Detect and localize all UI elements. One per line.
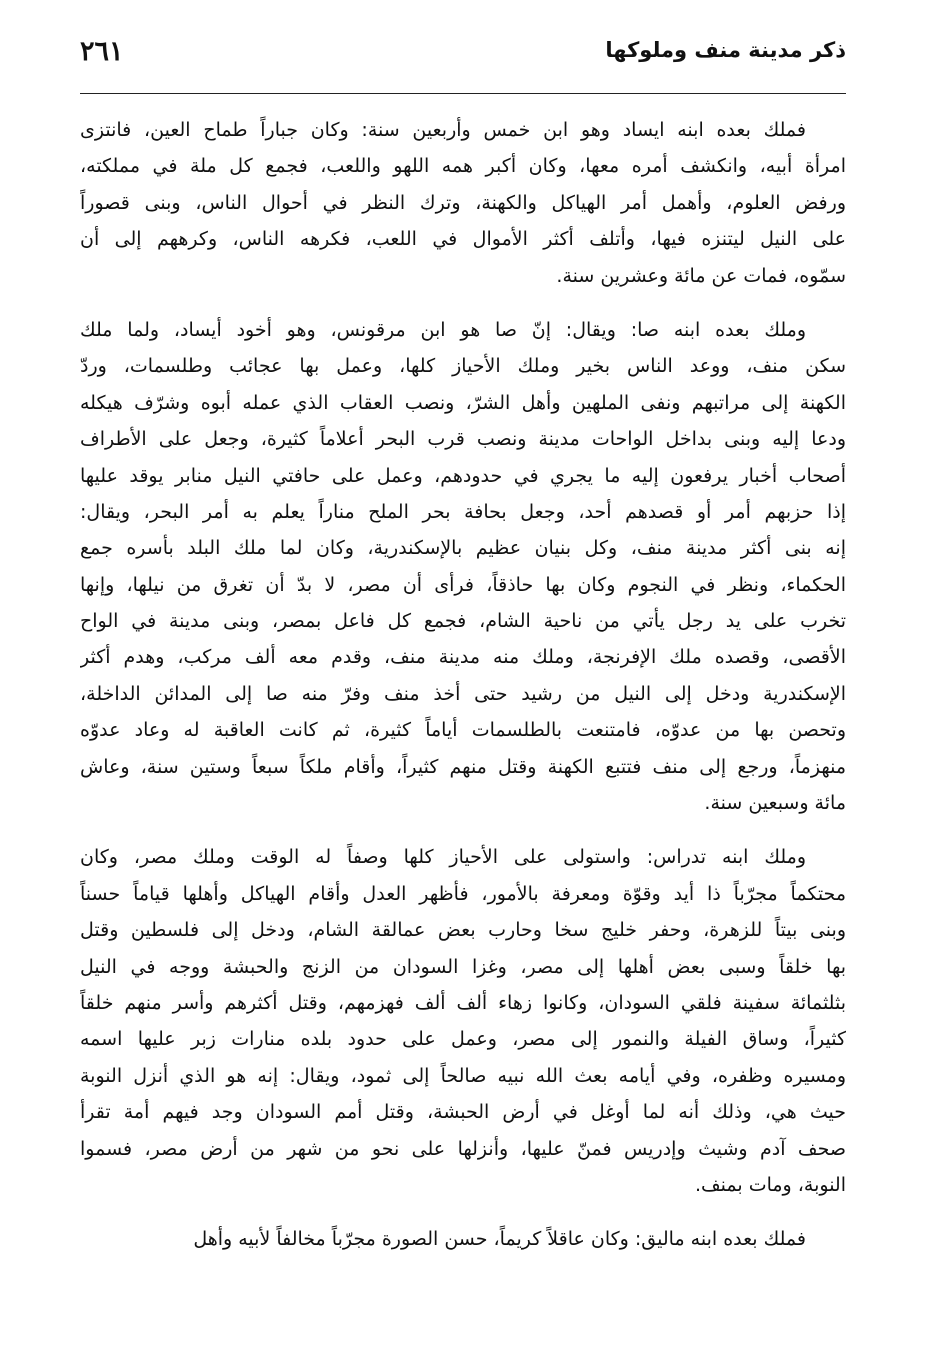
text-line: النوبة، ومات بمنف. [694, 1173, 846, 1196]
text-line: كثيراً، وساق الفيلة والنمور إلى مصر، وعمل على حدود بلده منارات زبر عليها اسمه [80, 1028, 846, 1051]
header-rule [80, 93, 846, 94]
paragraph [80, 1221, 846, 1257]
text-line: سمّوه، فمات عن مائة وعشرين سنة. [556, 264, 846, 287]
chapter-title: ذكر مدينة منف وملوكها [605, 38, 846, 62]
text-line: على النيل ليتنزه فيها، وأتلف أكثر الأموال في اللعب، فكرهه الناس، وكرههم إلى أن [80, 228, 846, 251]
text-line: إنه بنى أكثر مدينة منف، وكل بنيان عظيم بالإسكندرية، وكان لما ملك البلد بأسره جمع [80, 537, 846, 560]
text-line: وبنى بيتاً للزهرة، وحفر خليج سخا وحارب بعض عمالقة الشام، ودخل إلى فلسطين وقتل [80, 919, 846, 942]
paragraph [80, 839, 846, 1203]
running-head [80, 36, 846, 76]
text-line: صحف آدم وشيث وإدريس فمنّ عليها، وأنزلها على نحو من شهر من أرض مصر، فسموا [80, 1137, 846, 1160]
text-line: فملك بعده ابنه ايساد وهو ابن خمس وأربعين سنة: وكان جباراً طماح العين، فانتزى [80, 119, 806, 141]
text-line: سكن منف، ووعد الناس بخير وملك الأحياز كلها، وعمل بها عجائب وطلسمات، وردّ [80, 355, 846, 378]
text-line: أصحاب أخبار يرفعون إليه ما يجري في حدودهم، وعمل على حافتي النيل منابر يوقد عليها [80, 464, 846, 487]
text-line: امرأة أبيه، وانكشف أمره معها، وكان أكبر همه اللهو واللعب، فجمع كل ملة في مملكته، [80, 155, 846, 178]
text-line: الحكماء، ونظر في النجوم وكان بها حاذقاً، فرأى أن مصر، لا بدّ أن تغرق من نيلها، وإنها [80, 573, 846, 596]
text-line: وملك بعده ابنه صا: ويقال: إنّ صا هو ابن مرقونس، وهو أخود أيساد، ولما ملك [80, 318, 806, 341]
text-line: مائة وسبعين سنة. [704, 792, 846, 815]
text-line: ورفض العلوم، وأهمل أمر الهياكل والكهنة، وترك النظر في أحوال الناس، وبنى قصوراً [80, 191, 846, 214]
text-line: إذا حزبهم أمر أو قصدهم أحد، وجعل بحافة بحر الملح مناراً يعلم به أمر البحر، ويقال: [80, 500, 846, 523]
text-line: الإسكندرية ودخل إلى النيل من رشيد حتى أخذ منف وفرّ منه صا إلى المدائن الداخلة، [80, 682, 846, 705]
text-line: منهزماً، ورجع إلى منف فتتبع الكهنة وقتل منهم كثيراً، وأقام ملكاً سبعاً وستين سنة، وعاش [80, 755, 846, 778]
body-text [80, 112, 846, 1276]
page-number: ٢٦١ [80, 36, 124, 67]
text-line: وتحصن بها من عدوّه، فامتنعت بالطلسمات أياماً كثيرة، ثم كانت العاقبة له وعاد عدوّه [80, 719, 846, 742]
text-line: الكهنة إلى مراتبهم ونفى الملهين وأهل الشرّ، ونصب العقاب الذي عمله أبوه وشرّف هيكله [80, 391, 846, 414]
text-line: وملك ابنه تدراس: واستولى على الأحياز كلها وصفاً له الوقت وملك مصر، وكان [80, 846, 806, 869]
text-line: ومسيره وظفره، وفي أيامه بعث الله نبيه صالحاً إلى ثمود، ويقال: إنه هو الذي أنزل النوبة [80, 1064, 846, 1087]
text-line: الأقصى، وقصده ملك الإفرنجة، وملك منه مدينة منف، وقدم معه ألف مركب، وهدم أكثر [80, 646, 846, 669]
text-line: بها خلقاً وسبى بعض أهلها إلى مصر، وغزا السودان من الزنج والحبشة ووجه في النيل [80, 955, 846, 978]
text-line: تخرب على يد رجل يأتي من ناحية الشام، فجمع كل فاعل بمصر، وبنى مدينة في الواح [80, 610, 846, 633]
paragraph [80, 112, 846, 294]
paragraph [80, 312, 846, 821]
text-line: حيث هي، وذلك أنه لما أوغل في أرض الحبشة، وقتل أمم السودان وجد فيهم أمة تقرأ [80, 1101, 846, 1124]
text-line: ودعا إليه وبنى بداخل الواحات مدينة ونصب قرب البحر أعلاماً كثيرة، وجعل على الأطراف [80, 428, 846, 451]
text-line: بثلثمائة سفينة فلقي السودان، وكانوا زهاء ألف ألف فهزمهم، وقتل أكثرهم وأسر منهم خلقاً [80, 991, 846, 1014]
text-line: محتكماً مجرّباً ذا أيد وقوّة ومعرفة بالأمور، فأظهر العدل وأقام الهياكل وأهلها قياماً حسناً [80, 882, 846, 905]
text-line: فملك بعده ابنه ماليق: وكان عاقلاً كريماً، حسن الصورة مجرّباً مخالفاً لأبيه وأهل [193, 1228, 806, 1251]
